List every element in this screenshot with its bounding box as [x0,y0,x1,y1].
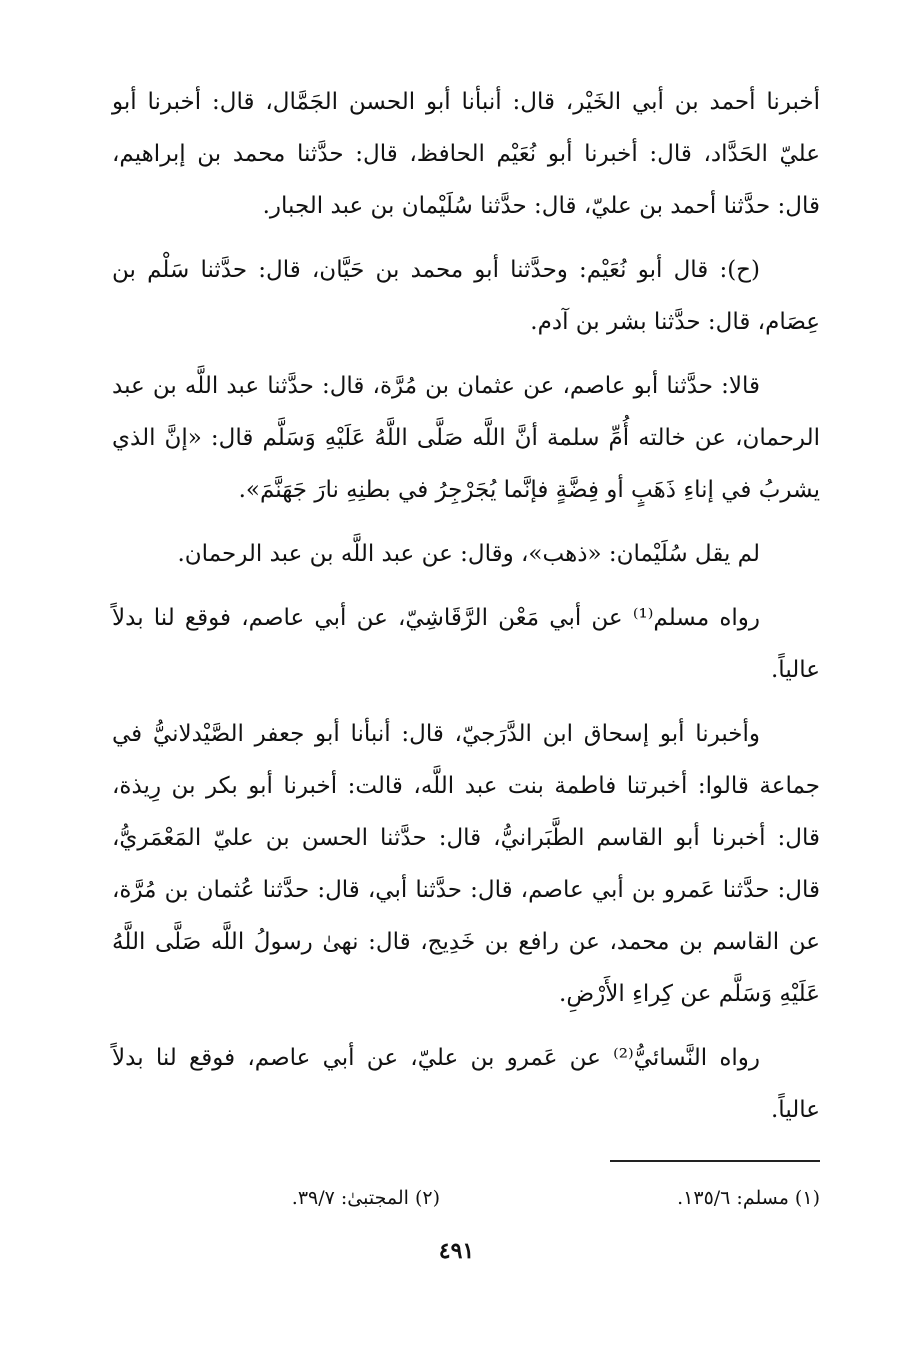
footnote-separator [610,1160,820,1162]
paragraph-nasai-citation: رواه النَّسائيُّ⁽²⁾ عن عَمرو بن عليّ، عن أبي عاصم، فوقع لنا بدلاً عالياً. [112,1045,820,1123]
paragraph-note: لم يقل سُلَيْمان: «ذهب»، وقال: عن عبد اللَّه بن عبد الرحمان. [177,541,760,567]
main-text [112,76,820,1148]
page-number: ٤٩١ [438,1238,475,1264]
paragraph-isnad-1: أخبرنا أحمد بن أبي الخَيْر، قال: أنبأنا أبو الحسن الجَمَّال، قال: أخبرنا أبو عليّ الحَدَّاد، قال: أخبرنا أبو نُعَيْم الحافظ، قال: حدَّثنا محمد بن إبراهيم، قال: حدَّثنا أحمد بن عليّ، قال: حدَّثنا سُلَيْمان بن عبد الجبار. [112,89,820,219]
footnote-1: (١) مسلم: ١٣٥/٦. [677,1187,820,1209]
paragraph-isnad-2: (ح): قال أبو نُعَيْم: وحدَّثنا أبو محمد بن حَيَّان، قال: حدَّثنا سَلْم بن عِصَام، قال: حدَّثنا بشر بن آدم. [112,257,820,335]
footnote-2: (٢) المجتبىٰ: ٣٩/٧. [291,1187,440,1209]
paragraph-muslim-citation: رواه مسلم⁽¹⁾ عن أبي مَعْن الرَّقَاشِيّ، عن أبي عاصم، فوقع لنا بدلاً عالياً. [112,605,820,683]
footnotes [200,1178,820,1218]
paragraph-isnad-3: وأخبرنا أبو إسحاق ابن الدَّرَجيّ، قال: أنبأنا أبو جعفر الصَّيْدلانيُّ في جماعة قالوا: أخبرتنا فاطمة بنت عبد اللَّه، قالت: أخبرنا أبو بكر بن رِيذة، قال: أخبرنا أبو القاسم الطَّبَرانيُّ، قال: حدَّثنا الحسن بن عليّ المَعْمَريُّ، قال: حدَّثنا عَمرو بن أبي عاصم، قال: حدَّثنا أبي، قال: حدَّثنا عُثمان بن مُرَّة، عن القاسم بن محمد، عن رافع بن خَدِيج، قال: نهىٰ رسولُ اللَّه صَلَّى اللَّهُ عَلَيْهِ وَسَلَّم عن كِراءِ الأَرْضِ. [112,721,820,1007]
paragraph-hadith-text: قالا: حدَّثنا أبو عاصم، عن عثمان بن مُرَّة، قال: حدَّثنا عبد اللَّه بن عبد الرحمان، عن خالته أُمِّ سلمة أنَّ اللَّه صَلَّى اللَّهُ عَلَيْهِ وَسَلَّم قال: «إنَّ الذي يشربُ في إناءِ ذَهَبٍ أو فِضَّةٍ فإنَّما يُجَرْجِرُ في بطنِهِ نارَ جَهَنَّمَ». [112,373,820,503]
